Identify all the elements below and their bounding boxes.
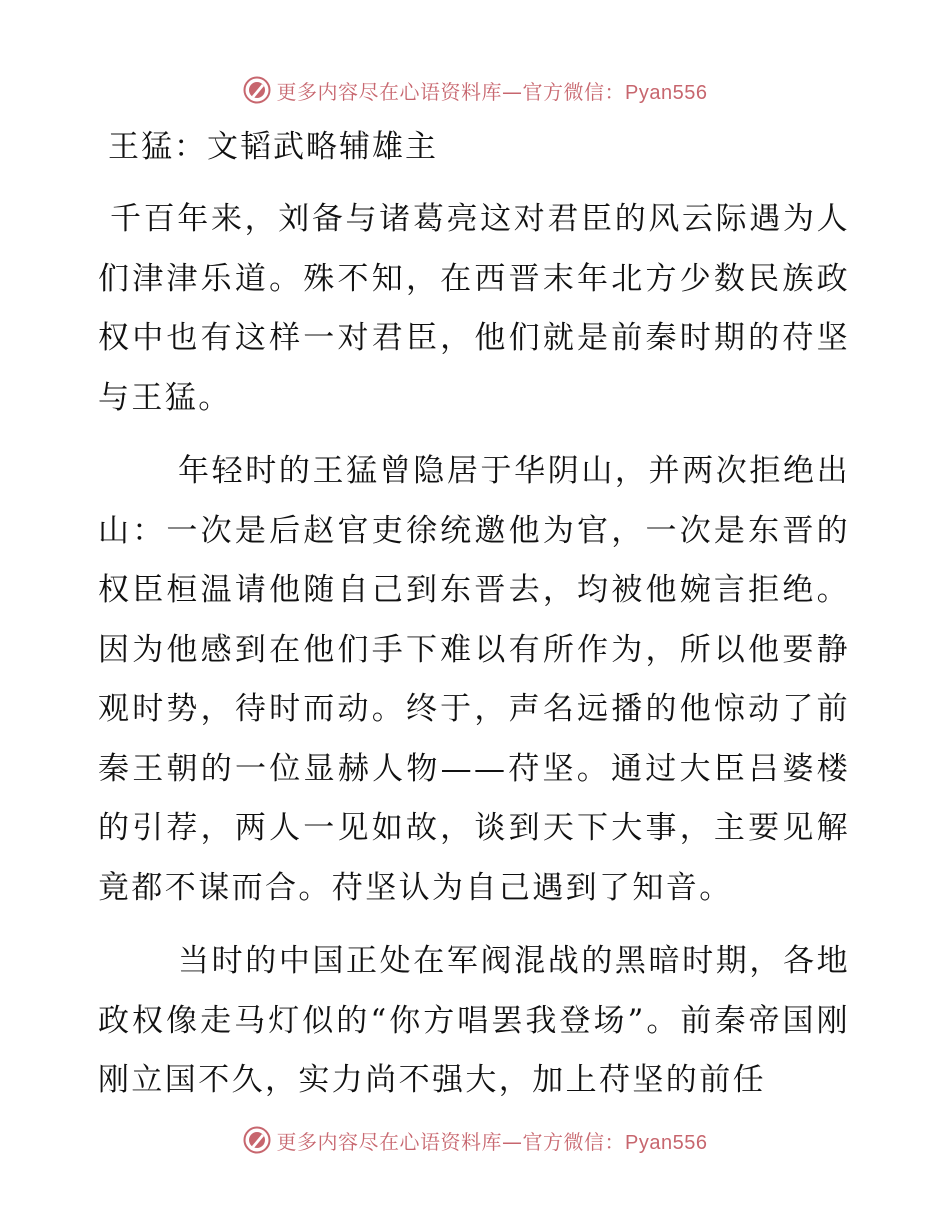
watermark-handle: Pyan556 [625, 1131, 708, 1154]
watermark-handle: Pyan556 [625, 81, 708, 104]
watermark-text [277, 76, 708, 105]
watermark-label: 更多内容尽在心语资料库—官方微信： [276, 1129, 626, 1154]
paragraph-3: 当时的中国正处在军阀混战的黑暗时期，各地政权像走马灯似的“你方唱罢我登场”。前秦帝国刚刚立国不久，实力尚不强大，加上苻坚的前任 [98, 943, 850, 1098]
paragraph-2: 年轻时的王猛曾隐居于华阴山，并两次拒绝出山：一次是后赵官吏徐统邀他为官，一次是东晋的权臣桓温请他随自己到东晋去，均被他婉言拒绝。因为他感到在他们手下难以有所作为，所以他要静观时势，待时而动。终于，声名远播的他惊动了前秦王朝的一位显赫人物——苻坚。通过大臣吕婆楼的引荐，两人一见如故，谈到天下大事，主要见解竟都不谋而合。苻坚认为自己遇到了知音。 [98, 453, 850, 906]
watermark-banner-bottom [0, 1120, 950, 1160]
paragraph-1: 千百年来，刘备与诸葛亮这对君臣的风云际遇为人们津津乐道。殊不知，在西晋末年北方少数民族政权中也有这样一对君臣，他们就是前秦时期的苻坚与王猛。 [98, 201, 850, 416]
document-body [98, 190, 850, 1125]
pen-logo-icon [243, 1126, 271, 1154]
watermark-text [277, 1126, 708, 1155]
watermark-banner-top [0, 70, 950, 110]
document-title: 王猛：文韬武略辅雄主 [108, 129, 438, 165]
watermark-label: 更多内容尽在心语资料库—官方微信： [276, 79, 626, 104]
pen-logo-icon [243, 76, 271, 104]
